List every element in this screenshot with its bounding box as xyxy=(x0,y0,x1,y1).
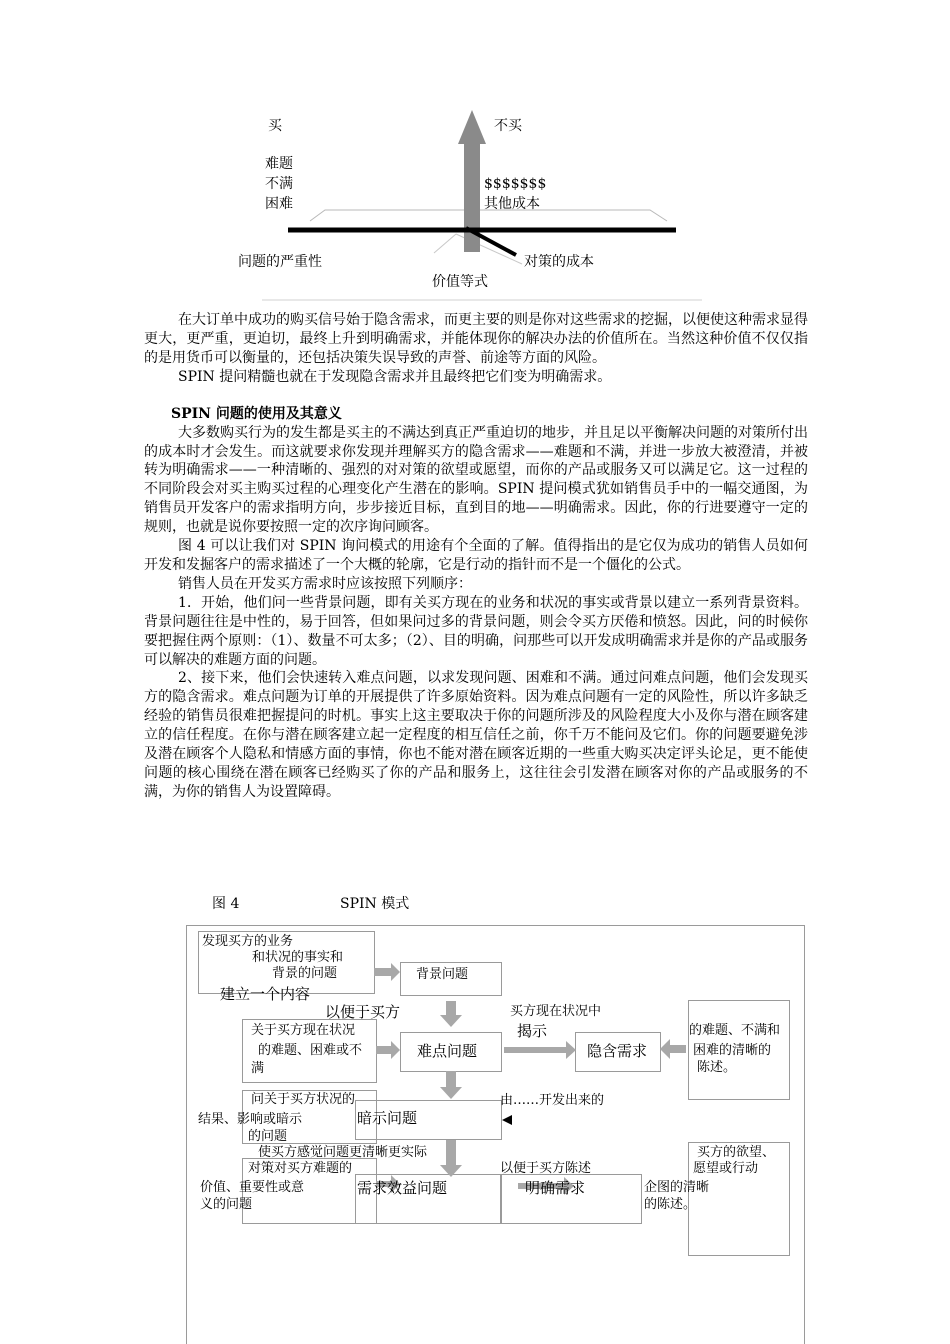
implication-desc-line: 的问题 xyxy=(248,1129,288,1144)
other-cost-label: 其他成本 xyxy=(484,196,540,212)
payoff-desc-line: 对策对买方难题的 xyxy=(248,1161,353,1176)
payoff-desc-line: 价值、重要性或意 xyxy=(200,1180,305,1195)
implication-desc-line: 问关于买方状况的 xyxy=(251,1092,356,1107)
implication-desc-line: 结果、影响或暗示 xyxy=(198,1112,303,1127)
arrow-to-situation-question xyxy=(374,963,400,981)
paragraph: SPIN 提问精髓也就在于发现隐含需求并且最终把它们变为明确需求。 xyxy=(178,368,612,385)
implied-desc-line: 陈述。 xyxy=(697,1060,737,1075)
problem-desc-line: 关于买方现在状况 xyxy=(251,1023,356,1038)
arrow-down-to-implication xyxy=(440,1071,462,1099)
arrow-down-to-payoff xyxy=(440,1140,462,1177)
paragraph: 大多数购买行为的发生都是买主的不满达到真正严重迫切的地步，并且足以平衡解决问题的对策所付出的成本时才会发生。而这就要求你发现并理解买方的隐含需求——难题和不满，并进一步放大被澄清，并被转为明确需求——一种清晰的、强烈的对对策的欲望或愿望，而你的产品或服务又可以满足它。这一过程的不同阶段会对买主购买过程的心理变化产生潜在的影响。SPIN 提问模式犹如销售员手中的一幅交通图，为销售员开发客户的需求指明方向，步步接近目标，直到目的地——明确需求。因此，你的行进要遵守一定的规则，也就是说你要按照一定的次序询问顾客。 xyxy=(144,424,808,536)
dissatisfaction-label: 不满 xyxy=(265,176,293,192)
frame-right xyxy=(804,925,805,1344)
paragraph: 2、接下来，他们会快速转入难点问题，以求发现问题、困难和不满。通过问难点问题，他们会发现买方的隐含需求。难点问题为订单的开展提供了许多原始资料。因为难点问题有一定的风险性，所以许多缺乏经验的销售员很难把握提问的时机。事实上这主要取决于你的问题所涉及的风险程度大小及你与潜在顾客建立的信任程度。在你与潜在顾客建立起一定程度的相互信任之前，你千万不能问及它们。你的问题要避免涉及潜在顾客个人隐私和情感方面的事情，你也不能对潜在顾客近期的一些重大购买决定评头论足，更不能使问题的核心围绕在潜在顾客已经购买了你的产品和服务上，这往往会引发潜在顾客对你的产品或服务的不满，为你的销售人为设置障碍。 xyxy=(144,670,808,800)
fulcrum-left-line xyxy=(434,234,456,253)
figure-number: 图 4 xyxy=(212,896,240,912)
payoff-question-label: 需求效益问题 xyxy=(357,1179,448,1197)
paragraph: 在大订单中成功的购买信号始于隐含需求，而更主要的则是你对这些需求的挖掘，以便使这种需求显得更大，更严重，更迫切，最终上升到明确需求，并能体现你的解决办法的价值所在。当然这种价值不仅仅指的是用货币可以衡量的，还包括决策失误导致的声誉、前途等方面的风险。 xyxy=(144,312,808,366)
value-equation-label: 价值等式 xyxy=(432,274,488,290)
payoff-desc-line: 义的问题 xyxy=(200,1197,253,1212)
for-buyer-label: 以便于买方 xyxy=(325,1003,401,1021)
buyer-status-label: 买方现在状况中 xyxy=(510,1004,602,1019)
for-buyer-state-label: 以便于买方陈述 xyxy=(500,1161,592,1176)
situation-question-label: 背景问题 xyxy=(416,967,469,982)
figure-title: SPIN 模式 xyxy=(340,896,410,912)
not-buy-label: 不买 xyxy=(494,118,522,134)
problem-label: 困难 xyxy=(265,196,293,212)
body-text xyxy=(144,311,808,802)
reveal-label: 揭示 xyxy=(517,1022,548,1040)
arrow-to-implied-need xyxy=(504,1041,576,1059)
develop-from-label: 由……开发出来的 xyxy=(500,1093,605,1108)
section-heading: SPIN 问题的使用及其意义 xyxy=(171,405,342,422)
arrow-from-implied-description xyxy=(660,1039,686,1059)
situation-desc-line: 发现买方的业务 xyxy=(202,934,294,949)
problem-desc-line: 满 xyxy=(251,1061,265,1076)
dollars-label: $$$$$$$ xyxy=(484,176,547,192)
solution-cost-label: 对策的成本 xyxy=(524,254,594,270)
up-arrow-head xyxy=(458,110,486,144)
clarify-label: 使买方感觉问题更清晰更实际 xyxy=(258,1145,428,1160)
arrow-to-problem-question xyxy=(376,1041,400,1059)
problem-question-label: 难点问题 xyxy=(417,1042,478,1060)
explicit-desc-line: 买方的欲望、 xyxy=(697,1145,776,1160)
arrow-head-into-implication xyxy=(502,1115,512,1125)
implied-desc-line: 的难题、不满和 xyxy=(689,1023,781,1038)
buy-label: 买 xyxy=(268,118,282,134)
implication-question-label: 暗示问题 xyxy=(357,1109,418,1127)
build-context-label: 建立一个内容 xyxy=(220,985,311,1003)
paragraph: 1．开始，他们问一些背景问题，即有关买方现在的业务和状况的事实或背景以建立一系列背景资料。背景问题往往是中性的，易于回答，但如果问过多的背景问题，则会令买方厌倦和愤怒。因此，问的时候你要把握住两个原则：（1）、数量不可太多；（2）、目的明确，问那些可以开发成明确需求并是你的产品或服务可以解决的难题方面的问题。 xyxy=(144,594,808,668)
severity-label: 问题的严重性 xyxy=(238,254,322,270)
explicit-desc-line: 愿望或行动 xyxy=(693,1161,759,1176)
situation-desc-line: 和状况的事实和 xyxy=(252,950,344,965)
implied-need-label: 隐含需求 xyxy=(587,1042,648,1060)
paragraph: 销售人员在开发买方需求时应该按照下列顺序： xyxy=(178,575,472,592)
situation-desc-line: 背景的问题 xyxy=(272,966,338,981)
difficulty-label: 难题 xyxy=(265,156,293,172)
problem-desc-line: 的难题、困难或不 xyxy=(258,1043,363,1058)
explicit-desc-line: 的陈述。 xyxy=(644,1197,697,1212)
paragraph: 图 4 可以让我们对 SPIN 询问模式的用途有个全面的了解。值得指出的是它仅为成功的销售人员如何开发和发掘客户的需求描述了一个大概的轮廓，它是行动的指针而不是一个僵化的公式。 xyxy=(144,538,808,573)
arrow-down-to-problem xyxy=(440,1001,462,1027)
explicit-need-label: 明确需求 xyxy=(525,1179,586,1197)
explicit-desc-line: 企图的清晰 xyxy=(644,1180,710,1195)
implied-desc-line: 困难的清晰的 xyxy=(693,1043,772,1058)
